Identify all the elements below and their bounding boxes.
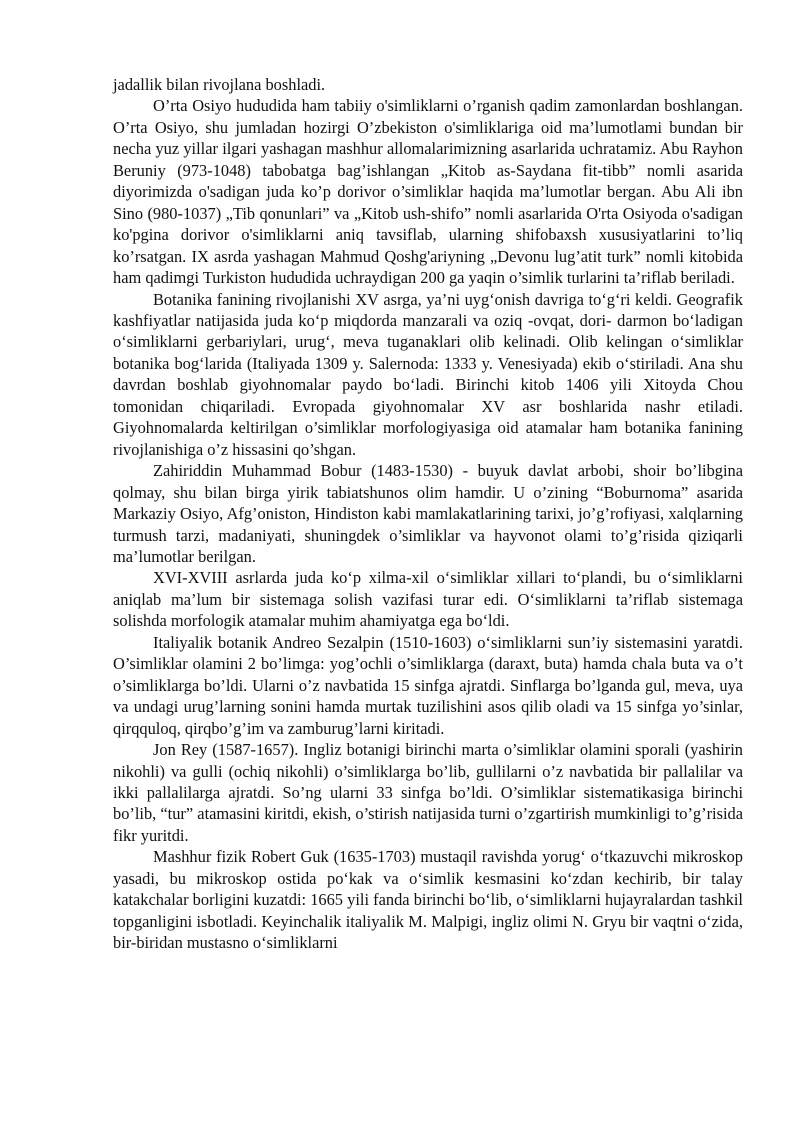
paragraph-babur: Zahiriddin Muhammad Bobur (1483-1530) - buyuk davlat arbobi, shoir bo’libgina qolmay, shu bilan birga yirik tabiatshunos olim hamdir. U o’zining “Boburnoma” asarida Markaziy Osiyo, Afg’oniston, Hindiston kabi mamlakatlarining tarixi, jo’g’rofiyasi, xalqlarning turmush tarzi, madaniyati, shuningdek o’simliklar va hayvonot olami to’g’risida qiziqarli ma’lumotlar berilgan. — [113, 461, 743, 566]
document-page — [113, 74, 743, 954]
paragraph-continuation: jadallik bilan rivojlana boshladi. — [113, 75, 326, 94]
paragraph-xvi-xviii: XVI-XVIII asrlarda juda ko‘p xilma-xil o‘simliklar xillari to‘plandi, bu o‘simliklarni aniqlab ma’lum bir sistemaga solish vazifasi turar edi. O‘simliklarni ta’riflab sistemaga solishda morfologik atamalar muhim ahamiyatga ega bo‘ldi. — [113, 568, 743, 631]
paragraph-robert-hooke: Mashhur fizik Robert Guk (1635-1703) mustaqil ravishda yorug‘ o‘tkazuvchi mikroskop yasadi, bu mikroskop ostida po‘kak va o‘simlik kesmasini ko‘zdan kechirib, bir talay katakchalar borligini kuzatdi: 1665 yili fanda birinchi bo‘lib, o‘simliklarni hujayralardan tashkil topganligini isbotladi. Keyinchalik italiyalik M. Malpigi, ingliz olimi N. Gryu bir vaqtni o‘zida, bir-biridan mustasno o‘simliklarni — [113, 847, 743, 953]
paragraph-botany-renaissance: Botanika fanining rivojlanishi XV asrga, ya’ni uyg‘onish davriga to‘g‘ri keldi. Geografik kashfiyatlar natijasida juda ko‘p miqdorda manzarali va oziq -ovqat, dori- darmon bo‘ladigan o‘simliklarni gerbariylari, urug‘, meva tuganaklari olib kelinadi. Olib kelingan o‘simliklar botanika bog‘larida (Italiyada 1309 y. Salernoda: 1333 y. Venesiyada) ekib o‘stiriladi. Ana shu davrdan boshlab giyohnomalar paydo bo‘ladi. Birinchi kitob 1406 yili Xitoyda Chou tomonidan chiqariladi. Evropada giyohnomalar XV asr boshlarida nashr etiladi. Giyohnomalarda keltirilgan o’simliklar morfologiyasiga oid atamalar ham botanika fanining rivojlanishiga o’z hissasini qo’shgan. — [113, 289, 743, 459]
paragraph-john-ray: Jon Rey (1587-1657). Ingliz botanigi birinchi marta o’simliklar olamini sporali (yashirin nikohli) va gulli (ochiq nikohli) o’simliklarga bo’lib, gullilarni o’z navbatida bir pallalilar va ikki pallalilarga ajratdi. So’ng ularni 33 sinfga bo’ldi. O’simliklar sistematikasiga birinchi bo’lib, “tur” atamasini kiritdi, ekish, o’stirish natijasida turni o’zgartirish mumkinligi to’g’risida fikr yuritdi. — [113, 740, 743, 845]
paragraph-central-asia: O’rta Osiyo hududida ham tabiiy o'simliklarni o’rganish qadim zamonlardan boshlangan. O’rta Osiyo, shu jumladan hozirgi O’zbekiston o'simliklariga oid ma’lumotlami bundan bir necha yuz yillar ilgari yashagan mashhur allomalarimizning asarlarida uchratamiz. Abu Rayhon Beruniy (973-1048) tabobatga bag’ishlangan „Kitob as-Saydana fit-tibb” nomli asarida diyorimizda o'sadigan juda ko’p dorivor o’simliklar haqida ma’lumotlar bergan. Abu Ali ibn Sino (980-1037) „Tib qonunlari” va „Kitob ush-shifo” nomli asarlarida O'rta Osiyoda o'sadigan ko'pgina dorivor o'simliklarni aniq tavsiflab, ularning shifobaxsh xususiyatlarini to’liq ko’rsatgan. IX asrda yashagan Mahmud Qoshg'ariyning „Devonu lug’atit turk” nomli kitobida ham qadimgi Turkiston hududida uchraydigan 200 ga yaqin o’simlik turlarini ta’riflab beriladi. — [113, 96, 743, 288]
paragraph-cesalpino: Italiyalik botanik Andreo Sezalpin (1510-1603) o‘simliklarni sun’iy sistemasini yaratdi. O’simliklar olamini 2 bo’limga: yog’ochli o’simliklarga (daraxt, buta) hamda chala buta va o’t o’simliklarga bo’ldi. Ularni o’z navbatida 15 sinfga ajratdi. Sinflarga bo’lganda gul, meva, uya va undagi urug’larning sonini hamda murtak tuzilishini asos qilib oladi va 15 sinfga yo’sinlar, qirqquloq, qirqbo’g’im va zamburug’larni kiritadi. — [113, 632, 743, 738]
